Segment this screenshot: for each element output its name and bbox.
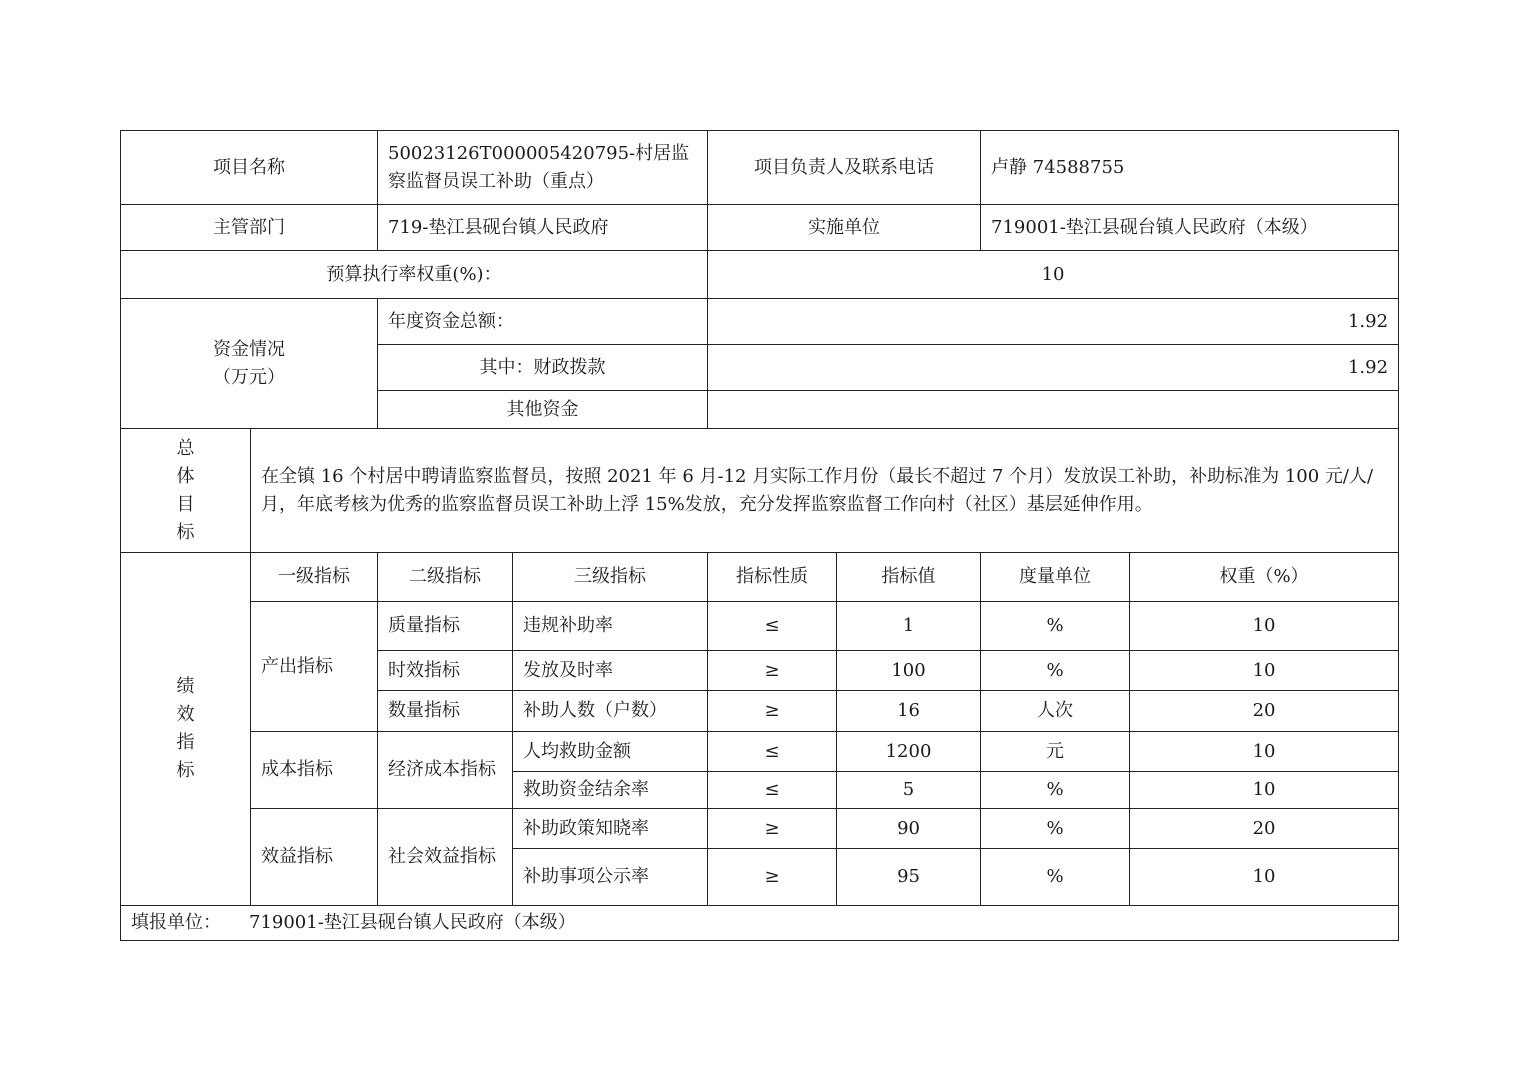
impl-label: 实施单位 bbox=[708, 205, 981, 251]
indicators-label-char: 绩 bbox=[176, 676, 195, 697]
weight: 10 bbox=[1130, 602, 1399, 651]
level3-name: 人均救助金额 bbox=[513, 732, 708, 772]
level2-quality: 质量指标 bbox=[378, 602, 513, 651]
level1-cost: 成本指标 bbox=[251, 732, 378, 809]
col-header: 三级指标 bbox=[513, 553, 708, 602]
funds-other-label: 其他资金 bbox=[378, 391, 708, 429]
value: 95 bbox=[837, 849, 981, 906]
responsible-label: 项目负责人及联系电话 bbox=[708, 131, 981, 205]
level3-name: 发放及时率 bbox=[513, 651, 708, 691]
level2-quantity: 数量指标 bbox=[378, 691, 513, 732]
funds-label-line1: 资金情况 bbox=[213, 338, 285, 360]
col-header: 指标性质 bbox=[708, 553, 837, 602]
footer-value: 719001-垫江县砚台镇人民政府（本级） bbox=[249, 912, 576, 933]
weight: 20 bbox=[1130, 691, 1399, 732]
table-row bbox=[121, 809, 1399, 849]
value: 1 bbox=[837, 602, 981, 651]
responsible-value: 卢静 74588755 bbox=[981, 131, 1399, 205]
nature: ≥ bbox=[708, 651, 837, 691]
level2-timeliness: 时效指标 bbox=[378, 651, 513, 691]
project-name-value: 50023126T000005420795-村居监察监督员误工补助（重点） bbox=[378, 131, 708, 205]
goal-text: 在全镇 16 个村居中聘请监察监督员，按照 2021 年 6 月-12 月实际工作月份（最长不超过 7 个月）发放误工补助，补助标准为 100 元/人/月，年底考核为优秀的监察监督员误工补助上浮 15%发放，充分发挥监察监督工作向村（社区）基层延伸作用。 bbox=[251, 429, 1399, 553]
level3-name: 补助政策知晓率 bbox=[513, 809, 708, 849]
level1-output: 产出指标 bbox=[251, 602, 378, 732]
budget-weight-value: 10 bbox=[708, 251, 1399, 299]
funds-fiscal-value: 1.92 bbox=[708, 345, 1399, 391]
performance-goal-table bbox=[120, 130, 1399, 941]
col-header: 度量单位 bbox=[981, 553, 1130, 602]
nature: ≥ bbox=[708, 691, 837, 732]
level3-name: 补助人数（户数） bbox=[513, 691, 708, 732]
level3-name: 补助事项公示率 bbox=[513, 849, 708, 906]
indicators-label-char: 指 bbox=[176, 732, 195, 753]
funds-fiscal-label: 其中：财政拨款 bbox=[378, 345, 708, 391]
value: 5 bbox=[837, 772, 981, 809]
unit: % bbox=[981, 772, 1130, 809]
value: 90 bbox=[837, 809, 981, 849]
funds-label bbox=[121, 299, 378, 429]
weight: 10 bbox=[1130, 732, 1399, 772]
nature: ≤ bbox=[708, 602, 837, 651]
value: 1200 bbox=[837, 732, 981, 772]
weight: 10 bbox=[1130, 849, 1399, 906]
value: 100 bbox=[837, 651, 981, 691]
dept-value: 719-垫江县砚台镇人民政府 bbox=[378, 205, 708, 251]
unit: 人次 bbox=[981, 691, 1130, 732]
unit: 元 bbox=[981, 732, 1130, 772]
unit: % bbox=[981, 809, 1130, 849]
footer-label: 填报单位： bbox=[131, 912, 221, 933]
table-row bbox=[121, 602, 1399, 651]
goal-label-char: 总 bbox=[176, 437, 195, 459]
dept-label: 主管部门 bbox=[121, 205, 378, 251]
col-header: 权重（%） bbox=[1130, 553, 1399, 602]
unit: % bbox=[981, 849, 1130, 906]
unit: % bbox=[981, 651, 1130, 691]
level2-economic-cost: 经济成本指标 bbox=[378, 732, 513, 809]
indicators-label-char: 标 bbox=[176, 760, 195, 781]
funds-other-value bbox=[708, 391, 1399, 429]
goal-label-char: 标 bbox=[176, 521, 195, 543]
footer-row bbox=[121, 906, 1399, 941]
table-row bbox=[121, 732, 1399, 772]
indicators-label-char: 效 bbox=[176, 704, 195, 725]
budget-weight-label: 预算执行率权重(%)： bbox=[121, 251, 708, 299]
impl-value: 719001-垫江县砚台镇人民政府（本级） bbox=[981, 205, 1399, 251]
value: 16 bbox=[837, 691, 981, 732]
unit: % bbox=[981, 602, 1130, 651]
project-name-label: 项目名称 bbox=[121, 131, 378, 205]
weight: 20 bbox=[1130, 809, 1399, 849]
nature: ≤ bbox=[708, 772, 837, 809]
col-header: 二级指标 bbox=[378, 553, 513, 602]
level1-benefit: 效益指标 bbox=[251, 809, 378, 906]
level3-name: 违规补助率 bbox=[513, 602, 708, 651]
goal-label-char: 体 bbox=[176, 465, 195, 487]
indicators-label bbox=[121, 553, 251, 906]
nature: ≥ bbox=[708, 809, 837, 849]
nature: ≤ bbox=[708, 732, 837, 772]
goal-label bbox=[121, 429, 251, 553]
level2-social-benefit: 社会效益指标 bbox=[378, 809, 513, 906]
col-header: 一级指标 bbox=[251, 553, 378, 602]
weight: 10 bbox=[1130, 772, 1399, 809]
funds-total-value: 1.92 bbox=[708, 299, 1399, 345]
nature: ≥ bbox=[708, 849, 837, 906]
goal-label-char: 目 bbox=[176, 493, 195, 515]
level3-name: 救助资金结余率 bbox=[513, 772, 708, 809]
weight: 10 bbox=[1130, 651, 1399, 691]
funds-label-line2: （万元） bbox=[213, 366, 285, 388]
col-header: 指标值 bbox=[837, 553, 981, 602]
funds-total-label: 年度资金总额： bbox=[378, 299, 708, 345]
